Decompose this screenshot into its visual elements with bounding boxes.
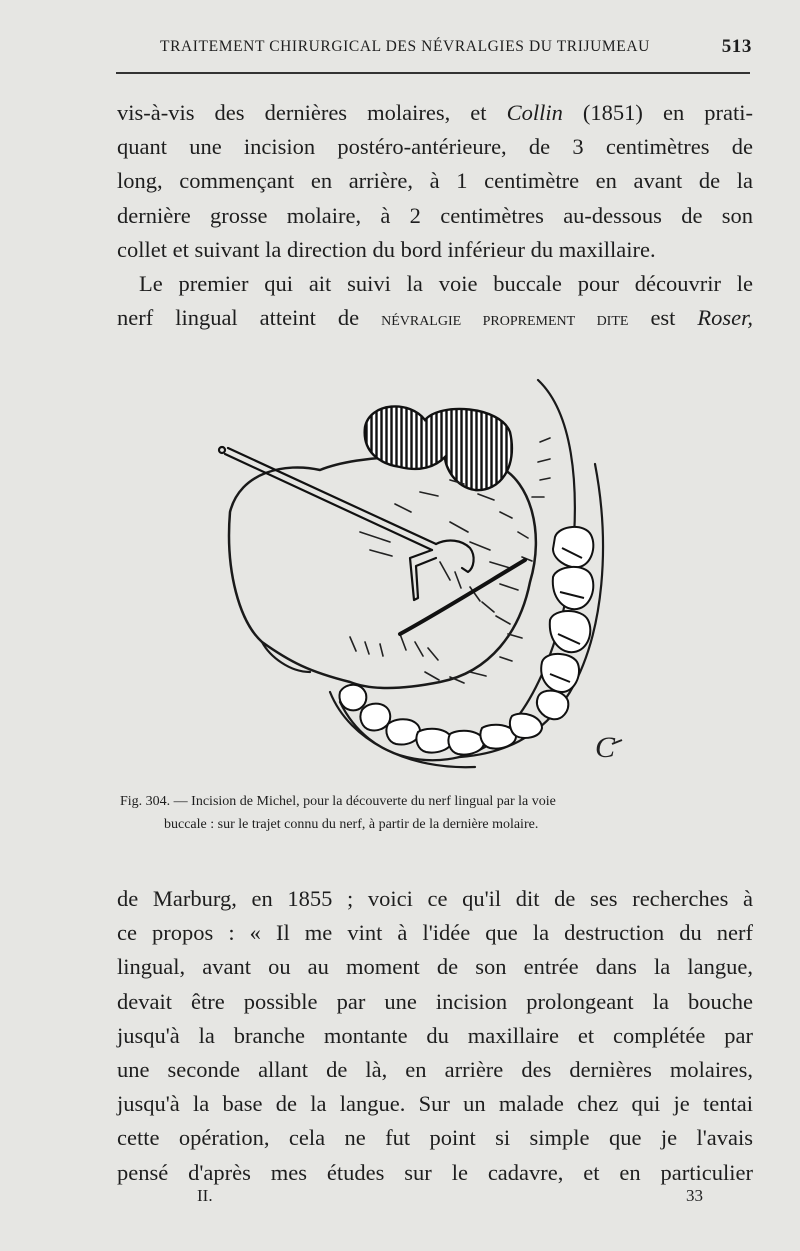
text-line: vis-à-vis des dernières molaires, et Collin (1851) en prati- xyxy=(117,100,753,125)
caption-line: Fig. 304. — Incision de Michel, pour la découverte du nerf lingual par la voie xyxy=(120,794,556,809)
header-rule xyxy=(116,72,750,74)
paragraph-2 xyxy=(117,882,753,1190)
figure-caption xyxy=(120,790,760,836)
text-line: Le premier qui ait suivi la voie buccale pour découvrir le xyxy=(139,271,753,297)
text-line: nerf lingual atteint de névralgie proprement dite est Roser, xyxy=(117,305,754,331)
epiglottis-hatched xyxy=(365,406,512,490)
shading-strokes xyxy=(350,438,550,683)
caption-line: buccale : sur le trajet connu du nerf, à partir de la dernière molaire. xyxy=(164,817,539,832)
small-caps-term: névralgie proprement dite xyxy=(381,308,629,331)
author-name: Roser, xyxy=(697,305,754,331)
running-title: TRAITEMENT CHIRURGICAL DES NÉVRALGIES DU TRIJUMEAU xyxy=(160,38,650,55)
text-line: de Marburg, en 1855 ; voici ce qu'il dit de ses recherches à xyxy=(117,886,753,911)
lower-teeth-row xyxy=(339,685,542,755)
text-line: cette opération, cela ne fut point si simple que je l'avais xyxy=(117,1125,753,1151)
text-line: ce propos : « Il me vint à l'idée que la destruction du nerf xyxy=(117,920,753,946)
illustrator-signature: C xyxy=(595,731,616,764)
text-line: collet et suivant la direction du bord inférieur du maxillaire. xyxy=(117,236,656,262)
hook-retractor xyxy=(219,447,474,600)
gathering-folio: 33 xyxy=(686,1186,703,1205)
text-line: pensé d'après mes études sur le cadavre, et en particulier xyxy=(117,1159,753,1185)
signature-mark: II. xyxy=(197,1186,213,1205)
text-line: devait être possible par une incision prolongeant la bouche xyxy=(117,988,753,1014)
molar-teeth-column xyxy=(537,527,593,719)
text-line: quant une incision postéro-antérieure, de 3 centimètres de xyxy=(117,134,753,160)
paragraph-1 xyxy=(117,96,753,336)
text-line: dernière grosse molaire, à 2 centimètres au-dessous de son xyxy=(117,202,753,228)
text-line: jusqu'à la branche montante du maxillaire et complétée par xyxy=(117,1022,753,1048)
author-name: Collin xyxy=(506,100,563,125)
page-footer xyxy=(117,1186,757,1212)
page-number: 513 xyxy=(721,36,752,57)
figure-304-illustration xyxy=(200,372,660,782)
text-line: jusqu'à la base de la langue. Sur un malade chez qui je tentai xyxy=(117,1091,753,1117)
text-line: une seconde allant de là, en arrière des dernières molaires, xyxy=(117,1057,753,1083)
running-header xyxy=(116,36,752,62)
text-line: lingual, avant ou au moment de son entrée dans la langue, xyxy=(117,954,753,980)
text-line: long, commençant en arrière, à 1 centimètre en avant de la xyxy=(117,168,753,194)
